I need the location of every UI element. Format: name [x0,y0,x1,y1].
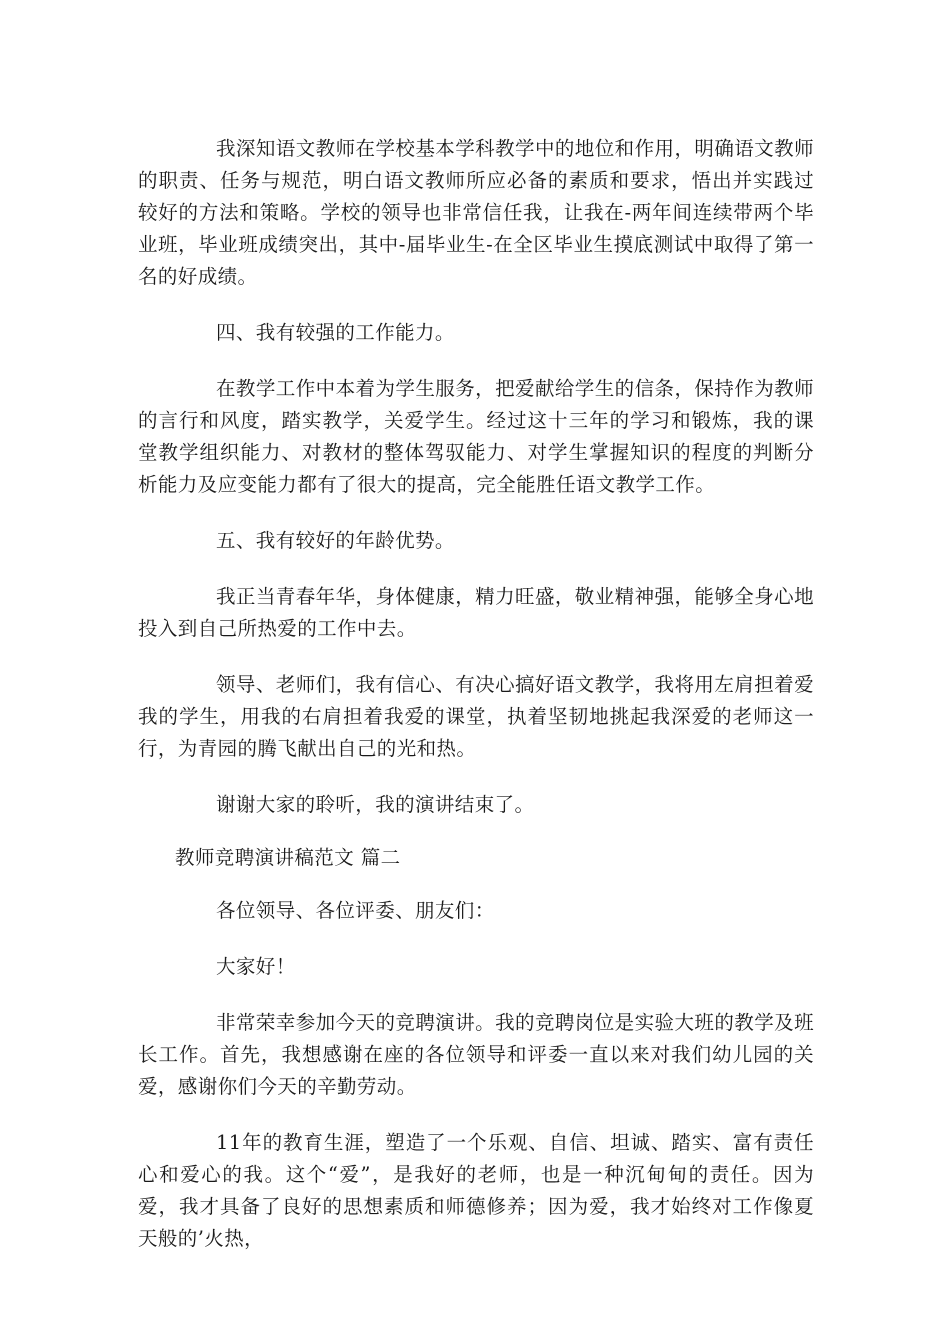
point-five-heading: 五、我有较好的年龄优势。 [216,529,455,552]
paragraph-confidence: 领导、老师们，我有信心、有决心搞好语文教学，我将用左肩担着爱我的学生，用我的右肩担着我爱的课堂，执着坚韧地挑起我深爱的老师这一行，为青园的腾飞献出自己的光和热。 [138,673,814,760]
paragraph-role-understanding: 我深知语文教师在学校基本学科教学中的地位和作用，明确语文教师的职责、任务与规范，明白语文教师所应必备的素质和要求，悟出并实践过较好的方法和策略。学校的领导也非常信任我，让我在-两年间连续带两个毕业班，毕业班成绩突出，其中-届毕业生-在全区毕业生摸底测试中取得了第一名的好成绩。 [138,137,814,288]
point-four-heading: 四、我有较强的工作能力。 [216,321,455,344]
document-body [138,133,814,1255]
paragraph-career: 11年的教育生涯，塑造了一个乐观、自信、坦诚、踏实、富有责任心和爱心的我。这个“爱”，是我好的老师，也是一种沉甸甸的责任。因为爱，我才具备了良好的思想素质和师德修养；因为爱，我才始终对工作像夏天般的’火热， [138,1131,814,1250]
paragraph-introduction: 非常荣幸参加今天的竞聘演讲。我的竞聘岗位是实验大班的教学及班长工作。首先，我想感谢在座的各位领导和评委一直以来对我们幼儿园的关爱，感谢你们今天的辛勤劳动。 [138,1011,814,1098]
paragraph-age-advantage: 我正当青春年华，身体健康，精力旺盛，敬业精神强，能够全身心地投入到自己所热爱的工作中去。 [138,585,814,640]
paragraph-work-ability: 在教学工作中本着为学生服务，把爱献给学生的信条，保持作为教师的言行和风度，踏实教学，关爱学生。经过这十三年的学习和锻炼，我的课堂教学组织能力、对教材的整体驾驭能力、对学生掌握知识的程度的判断分析能力及应变能力都有了很大的提高，完全能胜任语文教学工作。 [138,377,814,496]
paragraph-thanks: 谢谢大家的聆听，我的演讲结束了。 [216,793,535,816]
paragraph-hello: 大家好！ [216,955,296,978]
paragraph-greeting-audience: 各位领导、各位评委、朋友们： [216,899,495,922]
section-title: 教师竞聘演讲稿范文 篇二 [175,846,401,869]
